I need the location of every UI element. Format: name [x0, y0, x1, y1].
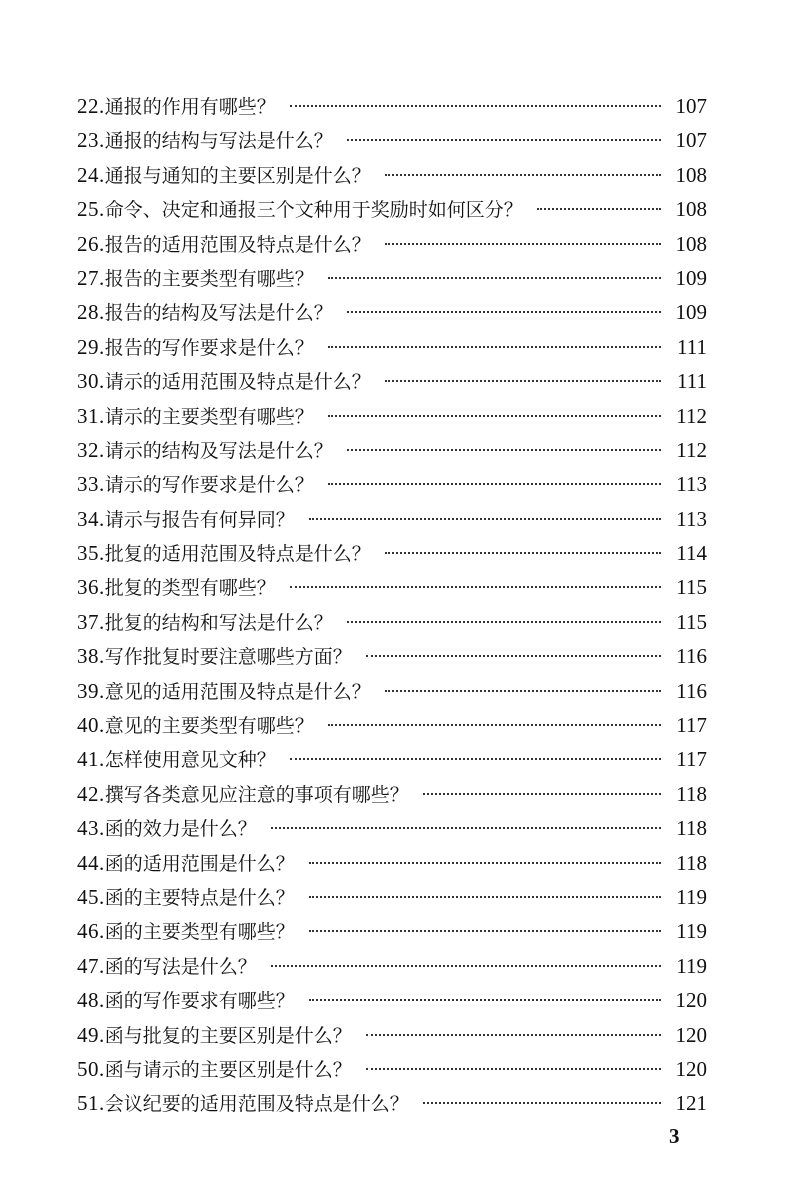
entry-page: 111 [677, 334, 707, 359]
entry-page: 112 [676, 403, 707, 428]
entry-title: 会议纪要的适用范围及特点是什么？ [104, 1093, 409, 1116]
toc-entry [77, 777, 707, 811]
toc-entry [77, 742, 707, 776]
dot-leader [385, 242, 661, 245]
toc-entry [77, 227, 707, 261]
entry-title: 报告的主要类型有哪些？ [104, 267, 314, 290]
dot-leader [423, 792, 661, 795]
entry-title: 通报的结构与写法是什么？ [104, 130, 333, 153]
toc-entry [77, 605, 707, 639]
dot-leader [309, 998, 661, 1001]
dot-leader [366, 654, 661, 657]
entry-number: 33. [77, 472, 105, 497]
entry-page: 116 [676, 644, 707, 669]
toc-entry [77, 1018, 707, 1052]
dot-leader [290, 585, 661, 588]
entry-page: 114 [676, 541, 707, 566]
dot-leader [347, 448, 661, 451]
dot-leader [328, 482, 661, 485]
entry-number: 23. [77, 128, 105, 153]
entry-title: 报告的结构及写法是什么？ [104, 302, 333, 325]
entry-page: 115 [676, 575, 707, 600]
entry-number: 50. [77, 1056, 105, 1081]
entry-title: 意见的主要类型有哪些？ [104, 715, 314, 738]
entry-title: 批复的结构和写法是什么？ [104, 611, 333, 634]
entry-page: 118 [676, 816, 707, 841]
dot-leader [328, 276, 661, 279]
entry-number: 31. [77, 403, 105, 428]
entry-number: 44. [77, 850, 105, 875]
toc-entry [77, 674, 707, 708]
toc-entry [77, 330, 707, 364]
entry-title: 请示与报告有何异同？ [104, 508, 295, 531]
entry-page: 108 [675, 197, 707, 222]
entry-title: 命令、决定和通报三个文种用于奖励时如何区分？ [104, 199, 523, 222]
dot-leader [385, 551, 661, 554]
entry-number: 45. [77, 884, 105, 909]
toc-entry [77, 502, 707, 536]
entry-title: 请示的结构及写法是什么？ [104, 439, 333, 462]
entry-page: 108 [675, 231, 707, 256]
entry-page: 118 [676, 781, 707, 806]
entry-page: 109 [675, 300, 707, 325]
dot-leader [328, 345, 661, 348]
entry-title: 意见的适用范围及特点是什么？ [104, 680, 371, 703]
entry-page: 120 [675, 988, 707, 1013]
entry-title: 批复的适用范围及特点是什么？ [104, 543, 371, 566]
toc-entry [77, 261, 707, 295]
entry-page: 117 [676, 747, 707, 772]
toc-entry [77, 880, 707, 914]
entry-number: 40. [77, 713, 105, 738]
dot-leader [385, 689, 661, 692]
dot-leader [366, 1067, 661, 1070]
toc-entry [77, 1052, 707, 1086]
entry-title: 撰写各类意见应注意的事项有哪些？ [104, 783, 409, 806]
entry-title: 通报与通知的主要区别是什么？ [104, 164, 371, 187]
toc-entry [77, 123, 707, 157]
table-of-contents [77, 89, 707, 1121]
entry-page: 119 [676, 953, 707, 978]
entry-number: 37. [77, 609, 105, 634]
entry-number: 39. [77, 678, 105, 703]
entry-page: 118 [676, 850, 707, 875]
entry-page: 113 [676, 472, 707, 497]
entry-title: 函的写作要求有哪些？ [104, 990, 295, 1013]
dot-leader [290, 757, 661, 760]
entry-number: 47. [77, 953, 105, 978]
entry-title: 批复的类型有哪些？ [104, 577, 276, 600]
toc-entry [77, 570, 707, 604]
dot-leader [385, 379, 661, 382]
entry-number: 30. [77, 369, 105, 394]
dot-leader [537, 207, 661, 210]
toc-entry [77, 433, 707, 467]
entry-title: 函的主要特点是什么？ [104, 886, 295, 909]
entry-page: 113 [676, 506, 707, 531]
entry-page: 115 [676, 609, 707, 634]
entry-title: 通报的作用有哪些？ [104, 96, 276, 118]
dot-leader [309, 517, 661, 520]
toc-entry [77, 914, 707, 948]
entry-title: 请示的写作要求是什么？ [104, 474, 314, 497]
toc-entry [77, 158, 707, 192]
entry-page: 120 [675, 1022, 707, 1047]
toc-entry [77, 192, 707, 226]
toc-entry [77, 295, 707, 329]
entry-title: 函的效力是什么？ [104, 818, 257, 841]
entry-number: 29. [77, 334, 105, 359]
entry-title: 函的适用范围是什么？ [104, 852, 295, 875]
toc-entry [77, 983, 707, 1017]
toc-entry [77, 811, 707, 845]
entry-title: 函的主要类型有哪些？ [104, 921, 295, 944]
dot-leader [328, 414, 661, 417]
dot-leader [347, 310, 661, 313]
entry-page: 117 [676, 713, 707, 738]
toc-entry [77, 467, 707, 501]
toc-entry [77, 846, 707, 880]
entry-page: 116 [676, 678, 707, 703]
entry-title: 怎样使用意见文种？ [104, 749, 276, 772]
dot-leader [271, 826, 661, 829]
entry-number: 34. [77, 506, 105, 531]
entry-number: 43. [77, 816, 105, 841]
entry-title: 请示的适用范围及特点是什么？ [104, 371, 371, 394]
entry-page: 121 [675, 1091, 707, 1116]
dot-leader [347, 620, 661, 623]
toc-entry [77, 89, 707, 123]
entry-page: 109 [675, 265, 707, 290]
dot-leader [309, 861, 661, 864]
toc-entry [77, 949, 707, 983]
entry-page: 120 [675, 1056, 707, 1081]
entry-number: 48. [77, 988, 105, 1013]
toc-entry [77, 536, 707, 570]
toc-entry [77, 708, 707, 742]
dot-leader [347, 138, 661, 141]
entry-number: 27. [77, 265, 105, 290]
entry-title: 函的写法是什么？ [104, 955, 257, 978]
entry-number: 51. [77, 1091, 105, 1116]
entry-page: 108 [675, 162, 707, 187]
entry-number: 26. [77, 231, 105, 256]
entry-number: 22. [77, 94, 105, 118]
entry-page: 112 [676, 437, 707, 462]
dot-leader [385, 173, 661, 176]
entry-title: 报告的写作要求是什么？ [104, 336, 314, 359]
entry-number: 38. [77, 644, 105, 669]
entry-number: 32. [77, 437, 105, 462]
dot-leader [423, 1101, 661, 1104]
toc-entry [77, 639, 707, 673]
entry-title: 请示的主要类型有哪些？ [104, 405, 314, 428]
dot-leader [290, 104, 661, 107]
dot-leader [271, 964, 661, 967]
page-number: 3 [669, 1124, 680, 1148]
entry-page: 119 [676, 884, 707, 909]
entry-number: 49. [77, 1022, 105, 1047]
entry-number: 25. [77, 197, 105, 222]
entry-page: 119 [676, 919, 707, 944]
entry-title: 函与请示的主要区别是什么？ [104, 1058, 352, 1081]
entry-number: 28. [77, 300, 105, 325]
toc-entry [77, 1086, 707, 1120]
dot-leader [366, 1033, 661, 1036]
entry-page: 107 [675, 128, 707, 153]
dot-leader [309, 895, 661, 898]
dot-leader [328, 723, 661, 726]
entry-number: 41. [77, 747, 105, 772]
entry-title: 报告的适用范围及特点是什么？ [104, 233, 371, 256]
entry-number: 42. [77, 781, 105, 806]
entry-number: 24. [77, 162, 105, 187]
entry-title: 函与批复的主要区别是什么？ [104, 1024, 352, 1047]
toc-entry [77, 399, 707, 433]
entry-number: 46. [77, 919, 105, 944]
dot-leader [309, 929, 661, 932]
entry-page: 111 [677, 369, 707, 394]
entry-page: 107 [675, 94, 707, 118]
toc-entry [77, 364, 707, 398]
entry-number: 36. [77, 575, 105, 600]
entry-title: 写作批复时要注意哪些方面？ [104, 646, 352, 669]
entry-number: 35. [77, 541, 105, 566]
